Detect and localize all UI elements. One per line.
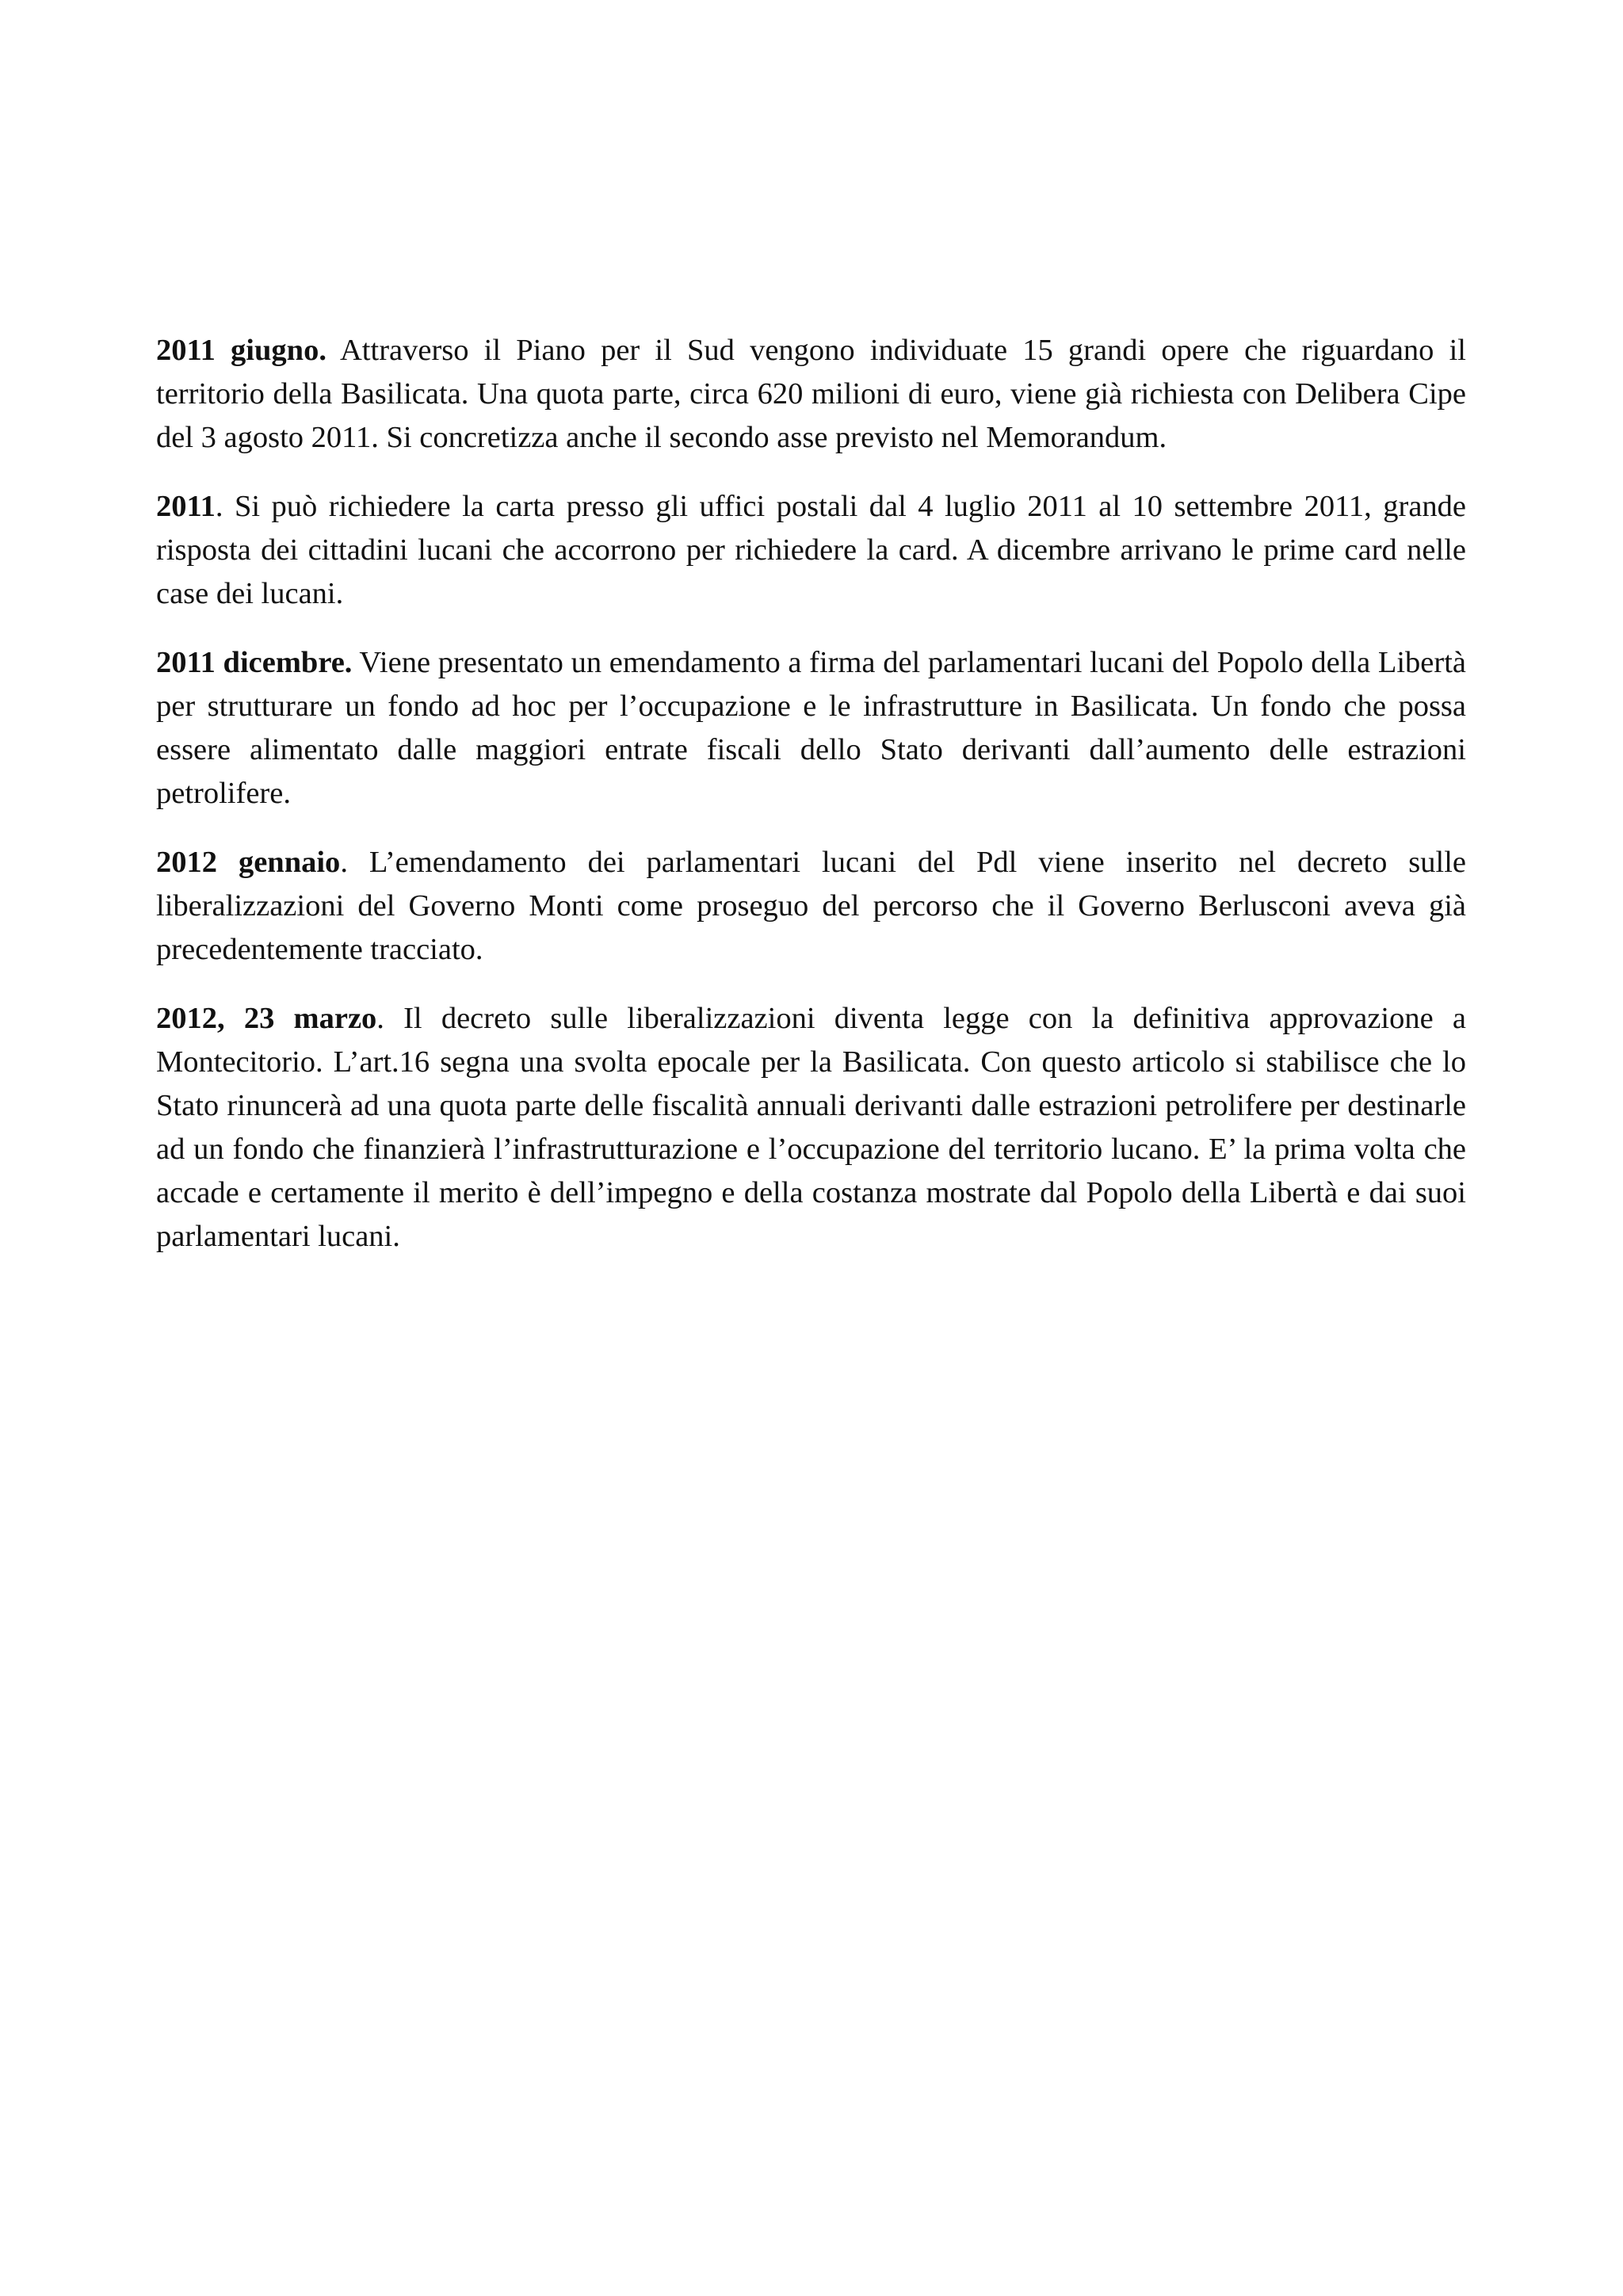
paragraph-text: . L’emendamento dei parlamentari lucani del Pdl viene inserito nel decreto sulle liberalizzazioni del Governo Monti come proseguo del percorso che il Governo Berlusconi aveva già precedentemente tracciato. [156, 846, 1466, 966]
paragraph-text: . Si può richiedere la carta presso gli uffici postali dal 4 luglio 2011 al 10 settembre 2011, grande risposta dei cittadini lucani che accorrono per richiedere la card. A dicembre arrivano le prime card nelle case dei lucani. [156, 490, 1466, 610]
paragraph-2011-giugno [156, 329, 1466, 460]
paragraph-2011-dicembre [156, 641, 1466, 816]
paragraph-2011 [156, 485, 1466, 616]
document-body [156, 329, 1466, 1284]
paragraph-2012-gennaio [156, 841, 1466, 972]
paragraph-2012-23-marzo [156, 997, 1466, 1259]
paragraph-text: . Il decreto sulle liberalizzazioni diventa legge con la definitiva approvazione a Montecitorio. L’art.16 segna una svolta epocale per la Basilicata. Con questo articolo si stabilisce che lo Stato rinuncerà ad una quota parte delle fiscalità annuali derivanti dalle estrazioni petrolifere per destinarle ad un fondo che finanzierà l’infrastrutturazione e l’occupazione del territorio lucano. E’ la prima volta che accade e certamente il merito è dell’impegno e della costanza mostrate dal Popolo della Libertà e dai suoi parlamentari lucani. [156, 1002, 1466, 1253]
paragraph-lead: 2012 gennaio [156, 846, 341, 879]
paragraph-lead: 2011 dicembre. [156, 646, 353, 679]
paragraph-lead: 2012, 23 marzo [156, 1002, 377, 1035]
paragraph-text: Attraverso il Piano per il Sud vengono individuate 15 grandi opere che riguardano il territorio della Basilicata. Una quota parte, circa 620 milioni di euro, viene già richiesta con Delibera Cipe del 3 agosto 2011. Si concretizza anche il secondo asse previsto nel Memorandum. [156, 334, 1466, 454]
paragraph-lead: 2011 giugno. [156, 334, 327, 367]
paragraph-lead: 2011 [156, 490, 216, 523]
paragraph-text: Viene presentato un emendamento a firma del parlamentari lucani del Popolo della Libertà per strutturare un fondo ad hoc per l’occupazione e le infrastrutture in Basilicata. Un fondo che possa essere alimentato dalle maggiori entrate fiscali dello Stato derivanti dall’aumento delle estrazioni petrolifere. [156, 646, 1467, 810]
